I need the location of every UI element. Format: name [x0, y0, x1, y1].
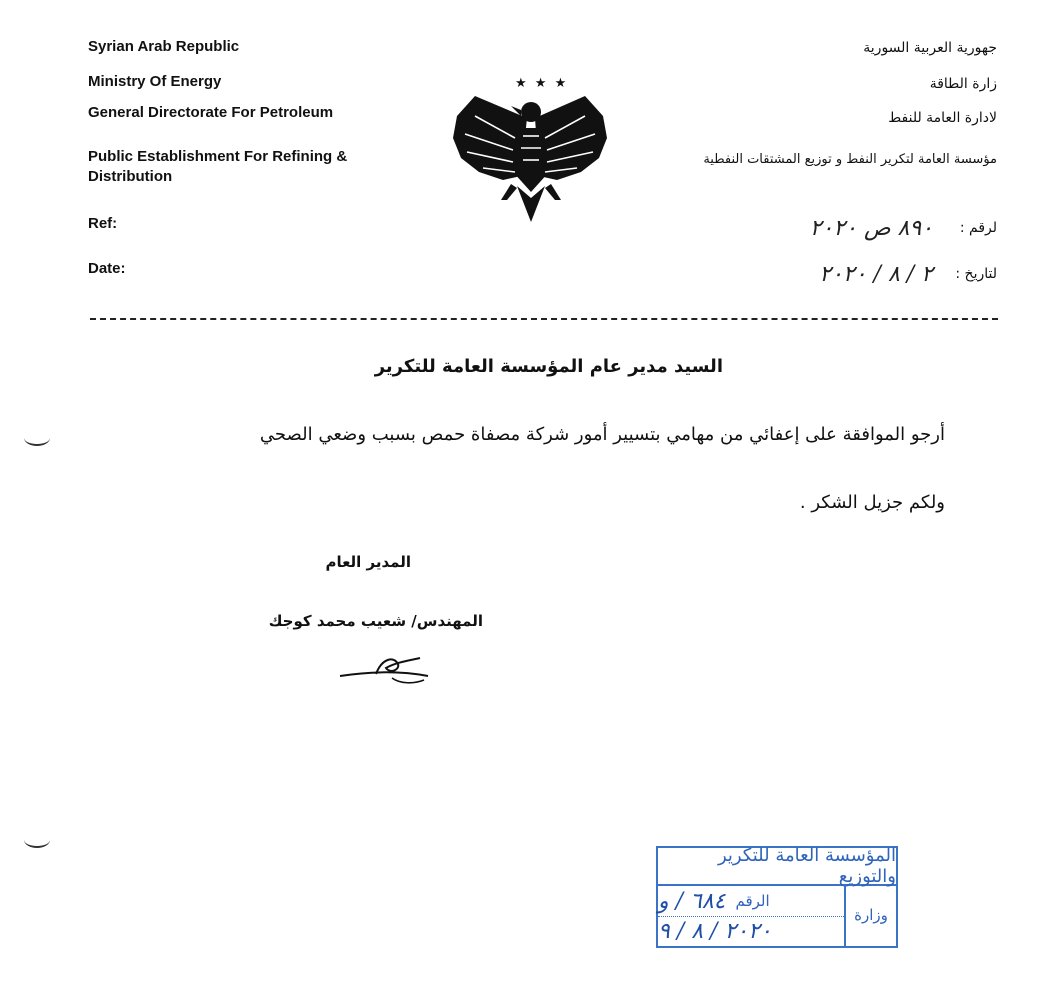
letter-closing: ولكم جزيل الشكر . — [799, 492, 945, 513]
ref-label-en: Ref: — [88, 215, 118, 232]
eagle-icon — [445, 76, 615, 226]
header-ministry-en: Ministry Of Energy — [88, 73, 222, 90]
header-divider — [90, 318, 998, 320]
incoming-stamp — [656, 846, 898, 948]
header-establishment-en-line1: Public Establishment For Refining & — [88, 148, 348, 165]
signatory-title: المدير العام — [325, 553, 411, 571]
signatory-name: المهندس/ شعيب محمد كوجك — [268, 612, 483, 630]
header-country-ar: جهورية العربية السورية — [863, 40, 997, 56]
letter-body: أرجو الموافقة على إعفائي من مهامي بتسيير أمور شركة مصفاة حمص بسبب وضعي الصحي — [259, 424, 945, 445]
ref-label-ar: لرقم : — [959, 220, 997, 236]
margin-mark-upper — [24, 430, 50, 446]
margin-mark-lower — [24, 832, 50, 848]
header-establishment-ar: مؤسسة العامة لتكرير النفط و توزيع المشتقات النفطية — [703, 152, 997, 167]
stamp-number-value: ٦٨٤ / و — [658, 888, 726, 914]
eagle-emblem — [445, 76, 615, 226]
header-country-en: Syrian Arab Republic — [88, 38, 240, 55]
date-label-en: Date: — [88, 260, 126, 277]
stamp-number-label: الرقم — [735, 892, 770, 910]
header-directorate-en: General Directorate For Petroleum — [88, 104, 334, 121]
header-directorate-ar: لادارة العامة للنفط — [888, 110, 997, 126]
date-label-ar: لتاريخ : — [955, 266, 997, 282]
stamp-date-row — [658, 916, 846, 946]
stamp-number-row — [658, 886, 846, 917]
signature — [336, 650, 436, 690]
stamp-title: المؤسسة العامة للتكرير والتوزيع — [658, 848, 896, 886]
stamp-side-label: وزارة — [844, 884, 896, 946]
header-establishment-en-line2: Distribution — [88, 168, 173, 185]
ref-value-handwritten: ٨٩٠ ص ٢٠٢٠ — [809, 216, 933, 241]
date-value-handwritten: ٢ / ٨ / ٢٠٢٠ — [819, 262, 933, 287]
header-ministry-ar: زارة الطاقة — [929, 76, 997, 92]
emblem-stars: ★ ★ ★ — [515, 76, 569, 91]
letter-addressee: السيد مدير عام المؤسسة العامة للتكرير — [374, 356, 723, 377]
stamp-date-value: ٢٠٢٠ / ٨ / ٩ — [658, 918, 772, 944]
